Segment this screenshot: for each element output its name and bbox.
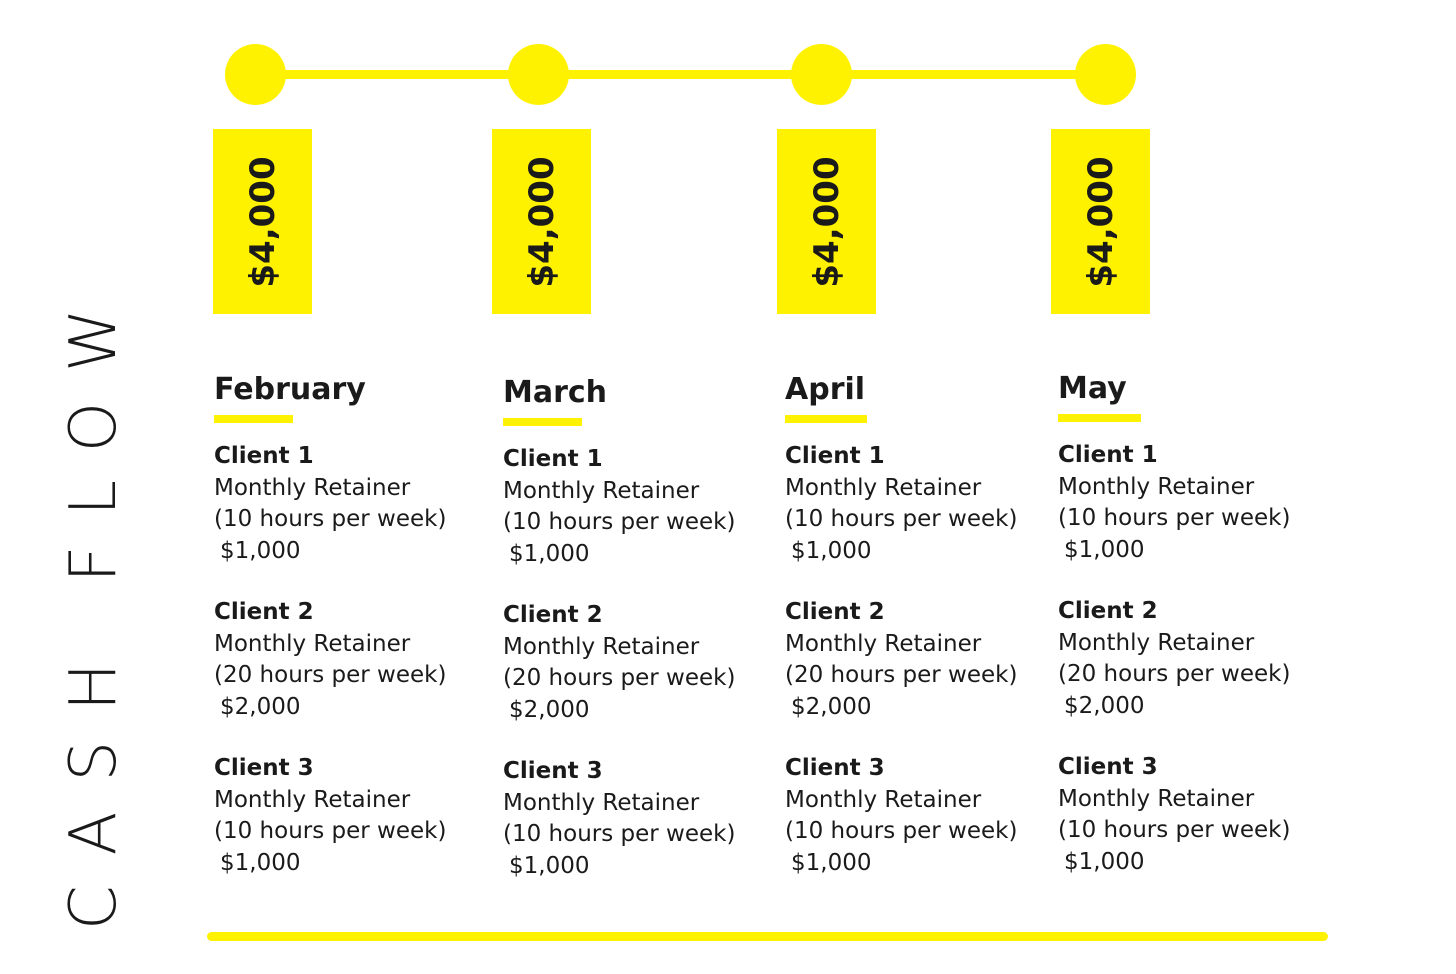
total-badge-may (1051, 129, 1150, 314)
total-badge-february (213, 129, 312, 314)
total-amount: $4,000 (242, 155, 283, 288)
client-hours: (20 hours per week) (214, 662, 447, 688)
client-type: Monthly Retainer (1058, 629, 1255, 656)
client-list (503, 444, 773, 882)
client-name: Client 2 (214, 599, 314, 625)
month-heading: February (214, 372, 366, 407)
client-type: Monthly Retainer (214, 786, 411, 813)
month-heading: March (503, 375, 608, 410)
client-hours: (10 hours per week) (503, 509, 736, 535)
client-name: Client 1 (214, 443, 314, 469)
client-amount: $1,000 (220, 537, 301, 564)
client-hours: (10 hours per week) (1058, 505, 1291, 531)
client-entry (785, 441, 1055, 567)
month-underline (1058, 414, 1141, 422)
total-badge-march (492, 129, 591, 314)
client-type: Monthly Retainer (785, 474, 982, 501)
month-underline (785, 415, 867, 423)
page-title: CASH FLOW (57, 278, 131, 930)
client-entry (214, 753, 484, 879)
client-hours: (10 hours per week) (785, 506, 1018, 532)
client-type: Monthly Retainer (214, 630, 411, 657)
month-underline (503, 418, 582, 426)
client-amount: $2,000 (220, 693, 301, 720)
client-name: Client 2 (1058, 598, 1158, 624)
month-heading: April (785, 372, 866, 407)
month-underline (214, 415, 293, 423)
client-name: Client 1 (503, 446, 603, 472)
total-amount: $4,000 (806, 155, 847, 288)
client-name: Client 3 (1058, 754, 1158, 780)
month-column-february (214, 370, 484, 909)
client-amount: $2,000 (1064, 692, 1145, 719)
client-entry (503, 756, 773, 882)
client-name: Client 3 (214, 755, 314, 781)
timeline-node-may (1075, 44, 1136, 105)
timeline-node-february (225, 44, 286, 105)
client-entry (214, 597, 484, 723)
client-amount: $2,000 (791, 693, 872, 720)
client-type: Monthly Retainer (214, 474, 411, 501)
client-amount: $1,000 (220, 849, 301, 876)
client-amount: $1,000 (509, 540, 590, 567)
month-column-may (1058, 369, 1328, 908)
month-heading: May (1058, 371, 1127, 406)
client-list (214, 441, 484, 879)
client-type: Monthly Retainer (1058, 785, 1255, 812)
client-name: Client 1 (785, 443, 885, 469)
client-amount: $1,000 (509, 852, 590, 879)
client-entry (1058, 440, 1328, 566)
client-amount: $1,000 (1064, 848, 1145, 875)
client-hours: (20 hours per week) (1058, 661, 1291, 687)
client-entry (503, 444, 773, 570)
client-amount: $2,000 (509, 696, 590, 723)
client-hours: (10 hours per week) (785, 818, 1018, 844)
client-list (1058, 440, 1328, 878)
client-amount: $1,000 (791, 537, 872, 564)
timeline-node-april (791, 44, 852, 105)
client-hours: (20 hours per week) (503, 665, 736, 691)
timeline-node-march (508, 44, 569, 105)
client-entry (503, 600, 773, 726)
client-name: Client 1 (1058, 442, 1158, 468)
client-hours: (10 hours per week) (503, 821, 736, 847)
client-list (785, 441, 1055, 879)
client-name: Client 3 (785, 755, 885, 781)
client-type: Monthly Retainer (503, 789, 700, 816)
client-type: Monthly Retainer (1058, 473, 1255, 500)
client-name: Client 2 (785, 599, 885, 625)
client-amount: $1,000 (791, 849, 872, 876)
client-name: Client 2 (503, 602, 603, 628)
total-badge-april (777, 129, 876, 314)
client-hours: (10 hours per week) (1058, 817, 1291, 843)
total-amount: $4,000 (1080, 155, 1121, 288)
client-entry (1058, 752, 1328, 878)
total-amount: $4,000 (521, 155, 562, 288)
client-entry (785, 597, 1055, 723)
client-type: Monthly Retainer (503, 477, 700, 504)
timeline-connector (255, 70, 1105, 79)
client-hours: (20 hours per week) (785, 662, 1018, 688)
client-hours: (10 hours per week) (214, 818, 447, 844)
month-column-april (785, 370, 1055, 909)
client-type: Monthly Retainer (785, 630, 982, 657)
month-column-march (503, 373, 773, 912)
bottom-divider (207, 932, 1328, 941)
client-entry (214, 441, 484, 567)
client-hours: (10 hours per week) (214, 506, 447, 532)
client-entry (1058, 596, 1328, 722)
client-type: Monthly Retainer (503, 633, 700, 660)
client-entry (785, 753, 1055, 879)
client-amount: $1,000 (1064, 536, 1145, 563)
client-type: Monthly Retainer (785, 786, 982, 813)
client-name: Client 3 (503, 758, 603, 784)
